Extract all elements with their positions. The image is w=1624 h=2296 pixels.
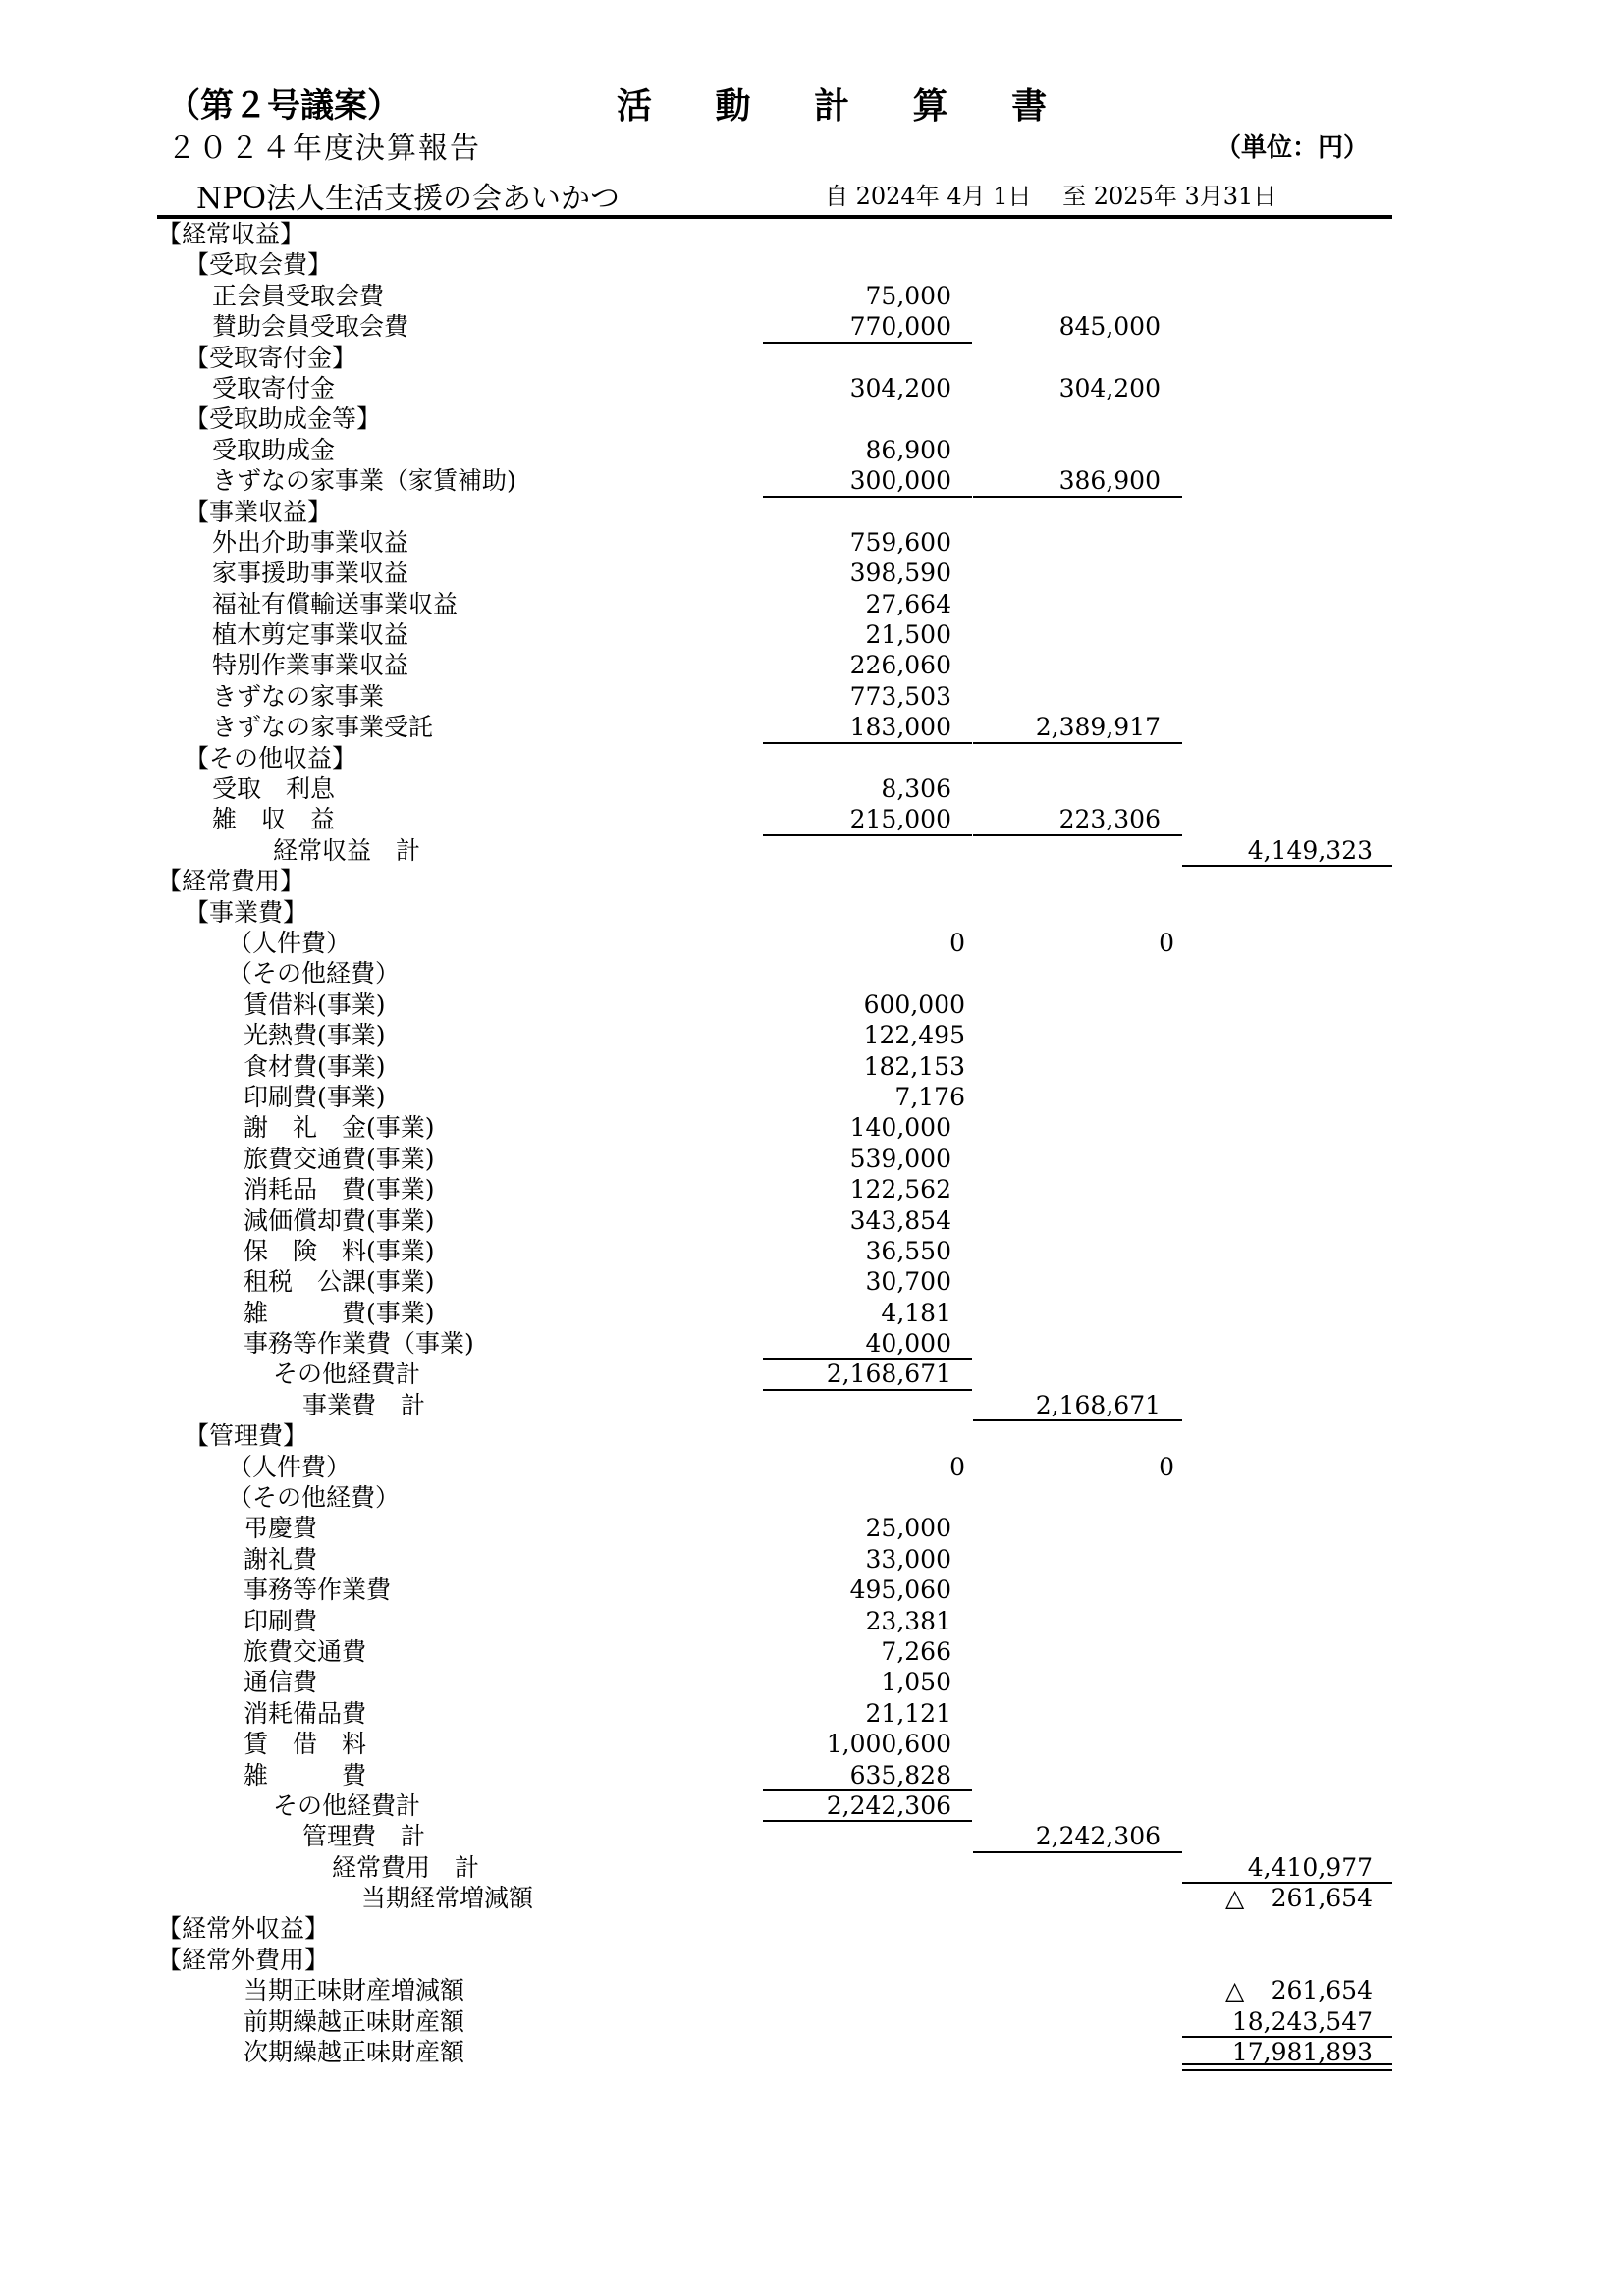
row-label: 雑 費 [244, 1760, 367, 1789]
row-label: 事業費 計 [302, 1390, 426, 1419]
row-label: 管理費 計 [302, 1822, 426, 1851]
table-row [157, 465, 1392, 496]
row-label: 当期経常増減額 [361, 1884, 534, 1913]
row-label: 【経常外収益】 [157, 1914, 330, 1944]
row-detail-value: 1,050 [881, 1668, 951, 1697]
table-row [157, 1051, 1392, 1082]
table-row [157, 1174, 1392, 1204]
row-label: 印刷費 [244, 1606, 318, 1635]
row-label: 外出介助事業収益 [212, 527, 409, 557]
row-label: （人件費） [228, 1452, 352, 1481]
row-label: 雑 費(事業) [244, 1298, 435, 1327]
row-label: 事務等作業費（事業) [244, 1329, 474, 1359]
row-label: 保 険 料(事業) [244, 1236, 435, 1265]
row-detail-value: 226,060 [849, 651, 951, 680]
row-detail-value: 21,121 [865, 1698, 951, 1728]
table-row [157, 1698, 1392, 1729]
table-row [157, 1636, 1392, 1667]
row-total-value: 18,243,547 [1231, 2006, 1373, 2036]
row-label: 次期繰越正味財産額 [244, 2038, 465, 2067]
row-subtotal-value: 386,900 [1058, 466, 1161, 496]
report-subtitle: ２０２４年度決算報告 [167, 132, 481, 166]
table-row [157, 1945, 1392, 1975]
row-subtotal-value: 0 [1159, 1452, 1174, 1481]
table-row [157, 343, 1392, 373]
row-detail-value: 215,000 [849, 805, 951, 834]
table-row [157, 1298, 1392, 1328]
row-total-value: 4,410,977 [1247, 1852, 1373, 1882]
row-detail-value: 183,000 [849, 713, 951, 742]
row-label: 【事業費】 [185, 897, 308, 927]
table-row [157, 373, 1392, 403]
row-label: （その他経費） [228, 1483, 401, 1513]
row-detail-value: 4,181 [881, 1298, 951, 1327]
row-label: 雑 収 益 [212, 805, 336, 834]
row-label: 家事援助事業収益 [212, 559, 409, 588]
row-label: （人件費） [228, 928, 352, 957]
table-row [157, 743, 1392, 774]
row-detail-value: 2,242,306 [826, 1790, 951, 1820]
row-detail-value: 27,664 [865, 589, 951, 618]
table-row [157, 1821, 1392, 1851]
table-row [157, 1513, 1392, 1543]
table-row [157, 1082, 1392, 1112]
row-detail-value: 773,503 [849, 681, 951, 711]
table-row [157, 1575, 1392, 1605]
row-label: 通信費 [244, 1668, 318, 1697]
row-label: 【経常収益】 [157, 220, 305, 248]
table-row [157, 866, 1392, 896]
row-detail-value: 1,000,600 [826, 1730, 951, 1759]
row-detail-value: 770,000 [849, 312, 951, 342]
row-detail-value: 25,000 [865, 1514, 951, 1543]
row-subtotal-value: 304,200 [1058, 373, 1161, 402]
table-row [157, 527, 1392, 558]
row-detail-value: 0 [949, 928, 965, 957]
table-row [157, 897, 1392, 928]
row-label: （その他経費） [228, 959, 401, 988]
agenda-number: （第２号議案） [167, 86, 401, 126]
table-row [157, 2037, 1392, 2067]
row-detail-value: 21,500 [865, 620, 951, 650]
table-row [157, 681, 1392, 712]
row-label: 特別作業事業収益 [212, 651, 409, 680]
row-subtotal-value: 223,306 [1058, 805, 1161, 834]
table-row [157, 774, 1392, 804]
fiscal-period: 自 2024年 4月 1日 至 2025年 3月31日 [825, 183, 1277, 210]
table-row [157, 219, 1392, 249]
table-row [157, 1266, 1392, 1297]
row-label: 事務等作業費 [244, 1575, 392, 1605]
row-subtotal-value: 2,389,917 [1035, 713, 1161, 742]
table-row [157, 1205, 1392, 1236]
row-label: 【その他収益】 [185, 743, 357, 773]
row-label: 租税 公課(事業) [244, 1267, 435, 1297]
row-detail-value: 8,306 [881, 774, 951, 804]
table-row [157, 1975, 1392, 2005]
table-row [157, 650, 1392, 680]
row-total-value: 4,149,323 [1247, 835, 1373, 865]
activity-statement-table [157, 219, 1392, 2067]
table-row [157, 281, 1392, 311]
row-label: 福祉有償輸送事業収益 [212, 589, 459, 618]
table-row [157, 1667, 1392, 1697]
row-subtotal-value: 0 [1159, 928, 1174, 957]
row-label: 旅費交通費(事業) [244, 1144, 435, 1173]
row-label: きずなの家事業受託 [212, 713, 434, 742]
table-row [157, 589, 1392, 619]
row-label: 【受取会費】 [185, 250, 333, 280]
row-detail-value: 304,200 [849, 373, 951, 402]
table-row [157, 435, 1392, 465]
table-row [157, 1390, 1392, 1420]
row-label: 経常費用 計 [332, 1852, 480, 1882]
row-label: 前期繰越正味財産額 [244, 2006, 465, 2036]
row-label: 賃 借 料 [244, 1730, 367, 1759]
row-detail-value: 495,060 [849, 1575, 951, 1605]
row-detail-value: 600,000 [863, 989, 965, 1019]
row-subtotal-value: 2,168,671 [1035, 1390, 1161, 1419]
table-row [157, 1236, 1392, 1266]
row-label: 謝礼費 [244, 1544, 318, 1574]
row-detail-value: 182,153 [863, 1051, 965, 1081]
double-underline [1182, 2063, 1392, 2071]
table-row [157, 1760, 1392, 1790]
row-label: 減価償却費(事業) [244, 1205, 435, 1235]
row-label: 弔慶費 [244, 1514, 318, 1543]
row-detail-value: 759,600 [849, 527, 951, 557]
decrease-mark: △ [1225, 1884, 1245, 1913]
table-row [157, 1328, 1392, 1359]
row-label: 賛助会員受取会費 [212, 312, 409, 342]
row-label: きずなの家事業（家賃補助) [212, 466, 516, 496]
row-label: 経常収益 計 [273, 835, 421, 865]
row-label: その他経費計 [273, 1360, 421, 1389]
table-row [157, 1913, 1392, 1944]
table-row [157, 1020, 1392, 1050]
table-row [157, 1482, 1392, 1513]
table-row [157, 958, 1392, 988]
row-label: 旅費交通費 [244, 1636, 367, 1666]
table-row [157, 1883, 1392, 1913]
document-title: 活 動 計 算 書 [617, 86, 1073, 127]
row-label: 当期正味財産増減額 [244, 1976, 465, 2005]
table-row [157, 1144, 1392, 1174]
row-label: 賃借料(事業) [244, 989, 386, 1019]
row-detail-value: 7,176 [894, 1082, 965, 1111]
row-label: 植木剪定事業収益 [212, 620, 409, 650]
table-row [157, 1544, 1392, 1575]
row-label: その他経費計 [273, 1790, 421, 1820]
row-label: 光熱費(事業) [244, 1021, 386, 1050]
table-row [157, 928, 1392, 958]
row-label: 【経常費用】 [157, 867, 305, 896]
row-detail-value: 36,550 [865, 1236, 951, 1265]
row-detail-value: 140,000 [849, 1113, 951, 1143]
table-row [157, 2006, 1392, 2037]
table-row [157, 403, 1392, 434]
row-detail-value: 122,495 [863, 1021, 965, 1050]
row-label: 消耗品 費(事業) [244, 1175, 435, 1204]
row-label: 印刷費(事業) [244, 1082, 386, 1111]
row-label: 受取助成金 [212, 435, 336, 464]
row-label: 【管理費】 [185, 1421, 308, 1451]
unit-label: （単位：円） [1215, 133, 1369, 163]
row-label: 【事業収益】 [185, 497, 333, 526]
organization-name: NPO法人生活支援の会あいかつ [196, 182, 621, 216]
table-row [157, 1790, 1392, 1821]
table-row [157, 1606, 1392, 1636]
row-label: 【受取助成金等】 [185, 404, 382, 434]
row-detail-value: 122,562 [849, 1175, 951, 1204]
table-row [157, 1359, 1392, 1389]
row-total-value: 17,981,893 [1231, 2038, 1373, 2067]
table-row [157, 712, 1392, 742]
row-detail-value: 30,700 [865, 1267, 951, 1297]
table-row [157, 835, 1392, 866]
table-row [157, 249, 1392, 280]
row-detail-value: 539,000 [849, 1144, 951, 1173]
table-row [157, 1852, 1392, 1883]
row-detail-value: 398,590 [849, 559, 951, 588]
row-detail-value: 40,000 [865, 1329, 951, 1359]
row-label: 受取寄付金 [212, 373, 336, 402]
row-label: 謝 礼 金(事業) [244, 1113, 435, 1143]
table-row [157, 619, 1392, 650]
table-row [157, 804, 1392, 834]
row-detail-value: 300,000 [849, 466, 951, 496]
row-detail-value: 75,000 [865, 281, 951, 310]
row-detail-value: 86,900 [865, 435, 951, 464]
row-label: 【受取寄付金】 [185, 343, 357, 372]
row-subtotal-value: 2,242,306 [1035, 1822, 1161, 1851]
row-detail-value: 33,000 [865, 1544, 951, 1574]
row-detail-value: 635,828 [849, 1760, 951, 1789]
row-label: 【経常外費用】 [157, 1945, 330, 1974]
table-row [157, 311, 1392, 342]
row-detail-value: 2,168,671 [826, 1360, 951, 1389]
row-label: 受取 利息 [212, 774, 336, 804]
row-label: 消耗備品費 [244, 1698, 367, 1728]
table-row [157, 497, 1392, 527]
table-row [157, 558, 1392, 588]
decrease-mark: △ [1225, 1976, 1245, 2005]
row-detail-value: 23,381 [865, 1606, 951, 1635]
table-row [157, 1112, 1392, 1143]
row-subtotal-value: 845,000 [1058, 312, 1161, 342]
decrease-amount: 261,654 [1271, 1976, 1373, 2005]
row-detail-value: 0 [949, 1452, 965, 1481]
table-row [157, 1420, 1392, 1451]
table-row [157, 1452, 1392, 1482]
row-label: 食材費(事業) [244, 1051, 386, 1081]
row-detail-value: 343,854 [849, 1205, 951, 1235]
decrease-amount: 261,654 [1271, 1884, 1373, 1913]
row-label: 正会員受取会費 [212, 281, 385, 310]
table-row [157, 1729, 1392, 1759]
table-row [157, 989, 1392, 1020]
row-detail-value: 7,266 [881, 1636, 951, 1666]
row-label: きずなの家事業 [212, 681, 385, 711]
